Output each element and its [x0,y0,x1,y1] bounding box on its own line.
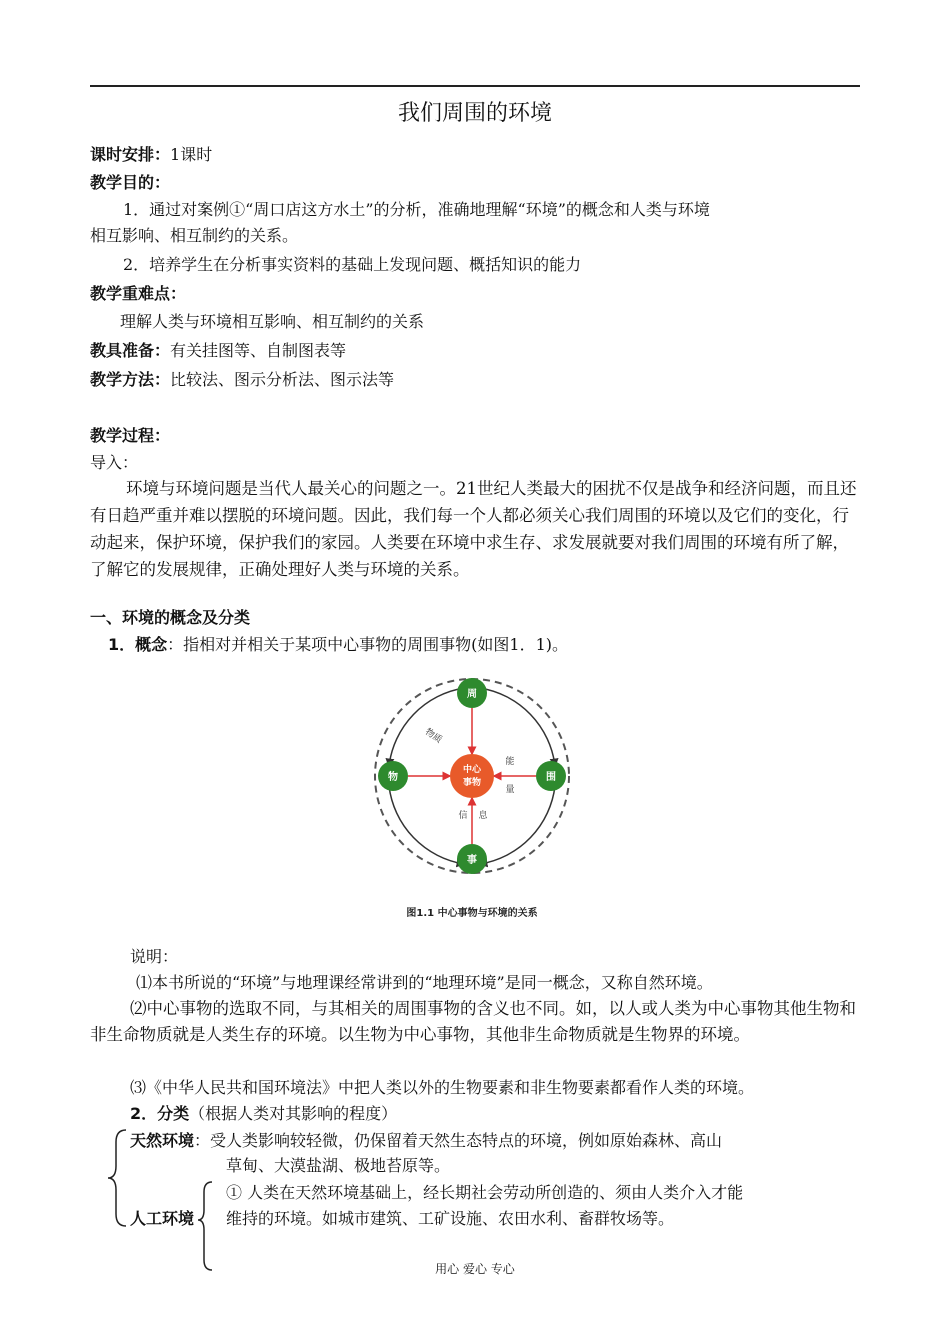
node-bottom-label: 事 [467,855,477,866]
note-1: ⑴本书所说的“环境”与地理课经常讲到的“地理环境”是同一概念，又称自然环境。 [136,973,713,992]
note-3: ⑶《中华人民共和国环境法》中把人类以外的生物要素和非生物要素都看作人类的环境。 [130,1078,755,1097]
note-2: ⑵中心事物的选取不同，与其相关的周围事物的含义也不同。如，以人或人类为中心事物其他生物和非生命物质就是人类生存的环境。以生物为中心事物，其他非生命物质就是生物界的环境。 [90,999,856,1044]
artificial-env-text-2: 维持的环境。如城市建筑、工矿设施、农田水利、畜群牧场等。 [226,1209,675,1228]
artificial-env-text-1: ① 人类在天然环境基础上，经长期社会劳动所创造的、须由人类介入才能 [226,1183,744,1202]
objective-1: 1．通过对案例①“周口店这方水土”的分析，准确地理解“环境”的概念和人类与环境 [123,200,710,219]
right-label-2: 量 [505,785,515,795]
page-footer: 用心 爱心 专心 [435,1262,515,1276]
figure-caption: 图1.1 中心事物与环境的关系 [406,908,538,919]
arc-bottom-right [480,786,555,864]
right-label-1: 能 [505,757,515,767]
arc-top-left [389,688,464,766]
node-top-label: 周 [467,689,477,700]
node-right-label: 围 [546,772,556,783]
arc-bottom-left [389,786,464,864]
center-label-2: 事物 [462,778,482,788]
process-label: 教学过程： [90,426,171,445]
right-brace [196,1180,216,1272]
natural-env-text: ：受人类影响较轻微，仍保留着天然生态特点的环境，例如原始森林、高山 [194,1131,723,1150]
concept-line [108,632,568,657]
header-rule [90,85,860,87]
schedule-label: 课时安排： [90,145,171,164]
bottom-label-2: 息 [478,811,488,821]
key-points-label: 教学重难点： [90,284,187,303]
intro-label: 导入： [90,453,139,472]
page-title: 我们周围的环境 [397,101,552,126]
schedule-line [90,142,212,167]
artificial-env-label: 人工环境 [130,1209,195,1228]
node-left-label: 物 [388,772,398,783]
objectives-label: 教学目的： [90,173,171,192]
classification-note: （根据人类对其影响的程度） [189,1104,398,1123]
tools-label: 教具准备： [90,341,171,360]
natural-env-label: 天然环境 [130,1131,195,1150]
concept-text: ：指相对并相关于某项中心事物的周围事物(如图1．1)。 [167,635,568,654]
schedule-value: 1课时 [170,145,213,164]
notes-label: 说明： [130,947,179,966]
concept-label: 1．概念 [108,635,168,654]
left-brace [104,1128,130,1228]
section1-heading: 一、环境的概念及分类 [90,608,251,627]
tools-line [90,338,346,363]
methods-label: 教学方法： [90,370,171,389]
classification-line [130,1101,397,1126]
center-node [450,754,494,798]
methods-line [90,367,394,392]
arc-label: 物质 [422,727,444,746]
objective-1-cont: 相互影响、相互制约的关系。 [90,226,299,245]
figure-center-environment [372,666,572,928]
objective-2: 2．培养学生在分析事实资料的基础上发现问题、概括知识的能力 [123,255,582,274]
arc-top-right [480,688,555,766]
key-points-text: 理解人类与环境相互影响、相互制约的关系 [120,312,425,331]
methods-text: 比较法、图示分析法、图示法等 [170,370,395,389]
natural-env-line [130,1128,722,1153]
natural-env-text-cont: 草甸、大漠盐湖、极地苔原等。 [226,1156,451,1175]
classification-label: 2．分类 [130,1104,190,1123]
tools-text: 有关挂图等、自制图表等 [170,341,347,360]
intro-paragraph: 环境与环境问题是当代人最关心的问题之一。21世纪人类最大的困扰不仅是战争和经济问题，而且还有日趋严重并难以摆脱的环境问题。因此，我们每一个人都必须关心我们周围的环境以及它们的变化，行动起来，保护环境，保护我们的家园。人类要在环境中求生存、求发展就要对我们周围的环境有所了解，了解它的发展规律，正确处理好人类与环境的关系。 [90,479,857,579]
center-label-1: 中心 [462,765,482,775]
bottom-label-1: 信 [458,811,468,821]
